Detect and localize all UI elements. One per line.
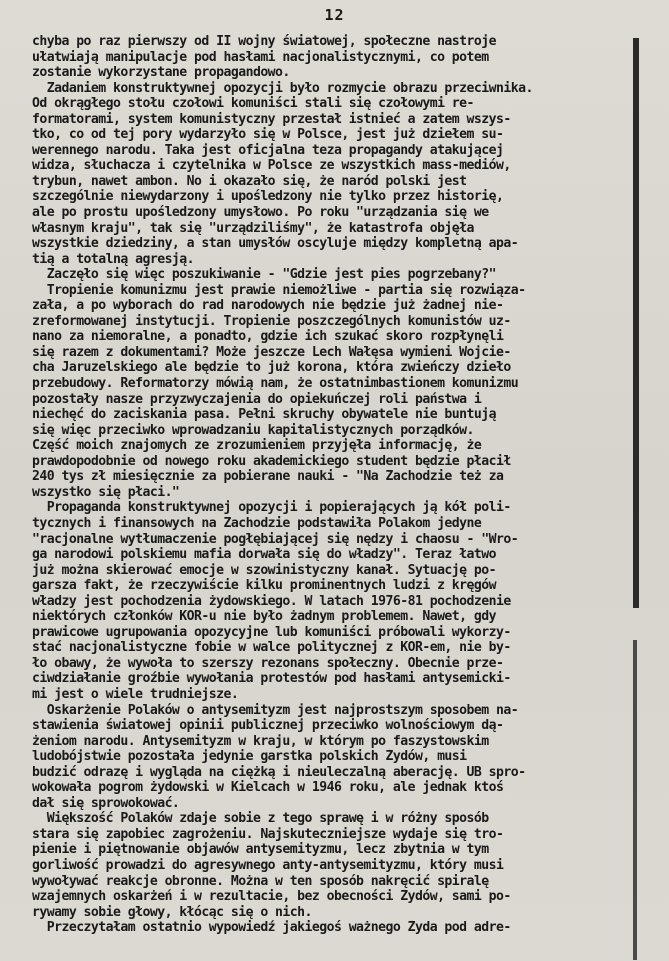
text-line: się razem z dokumentami? Może jeszcze Lech Wałęsa wymieni Wojcie- — [32, 344, 511, 360]
margin-line-lower — [633, 640, 637, 960]
text-line: mi jest o wiele trudniejsze. — [32, 686, 239, 702]
text-line: się więc przeciwko wprowadzaniu kapitalistycznych porządków. — [32, 422, 474, 438]
text-line: zała, a po wyborach do rad narodowych nie będzie już żadnej nie- — [32, 298, 504, 314]
page-number: 12 — [324, 6, 345, 24]
text-line: własnym kraju", tak się "urządziliśmy", że katastrofa objęła — [32, 220, 474, 236]
text-line: żeniom narodu. Antysemityzm w kraju, w którym po faszystowskim — [32, 733, 489, 749]
text-line: rywamy sobie głowy, kłócąc się o nich. — [32, 904, 312, 920]
text-line: prawdopodobnie od nowego roku akademickiego student będzie płacił — [32, 453, 511, 469]
text-line: Przeczytałam ostatnio wypowiedź jakiegoś ważnego Żyda pod adre- — [32, 920, 511, 936]
text-line: nano za niemoralne, a ponadto, gdzie ich szukać skoro rozpłynęli — [32, 329, 504, 345]
text-line: ludobójstwie pozostała jedynie garstka polskich Żydów, musi — [32, 749, 467, 765]
text-line: pienie i piętnowanie objawów antysemityzmu, lecz zbytnia w tym — [32, 842, 489, 858]
text-line: tko, co od tej pory wydarzyło się w Polsce, jest już dziełem su- — [32, 127, 504, 143]
text-line: ga narodowi polskiemu mafia dorwała się do władzy". Teraz łatwo — [32, 547, 496, 563]
text-line: ale po prostu upośledzony umysłowo. Po roku "urządzania się we — [32, 205, 489, 221]
text-line: prawicowe ugrupowania opozycyjne lub komuniści próbowali wykorzy- — [32, 624, 511, 640]
text-line: niektórych członków KOR-u nie było żadnym problemem. Nawet, gdy — [32, 609, 496, 625]
text-line: garsza fakt, że rzeczywiście kilku prominentnych ludzi z kręgów — [32, 578, 496, 594]
document-body-text — [32, 34, 632, 936]
text-line: Zaczęło się więc poszukiwanie - "Gdzie jest pies pogrzebany?" — [32, 267, 496, 283]
text-line: budzić odrazę i wygląda na ciężką i nieuleczalną aberację. UB spro- — [32, 764, 526, 780]
text-line: zreformowanej instytucji. Tropienie poszczególnych komunistów uz- — [32, 313, 511, 329]
text-line: ułatwiają manipulacje pod hasłami nacjonalistycznymi, co potem — [32, 49, 489, 65]
text-line: stać nacjonalistyczne fobie w walce politycznej z KOR-em, nie by- — [32, 640, 511, 656]
text-line: chyba po raz pierwszy od II wojny światowej, społeczne nastroje — [32, 34, 496, 49]
text-line: ciwdziałanie groźbie wywołania protestów pod hasłami antysemicki- — [32, 671, 511, 687]
text-line: 240 tys zł miesięcznie za pobierane nauki - "Na Zachodzie też za — [32, 469, 504, 485]
text-line: stawienia światowej opinii publicznej przeciwko wolnościowym dą- — [32, 718, 504, 734]
text-line: widza, słuchacza i czytelnika w Polsce ze wszystkich mass-mediów, — [32, 158, 511, 174]
text-line: werennego narodu. Taka jest oficjalna teza propagandy atakującej — [32, 142, 504, 158]
text-line: Oskarżenie Polaków o antysemityzm jest najprostszym sposobem na- — [32, 702, 519, 718]
text-line: wszystkie dziedziny, a stan umysłów oscyluje między kompletną apa- — [32, 236, 519, 252]
text-line: tią a totalną agresją. — [32, 251, 195, 267]
text-line: gorliwość prowadzi do agresywnego anty-antysemityzmu, który musi — [32, 857, 504, 873]
text-line: władzy jest pochodzenia żydowskiego. W latach 1976-81 pochodzenie — [32, 593, 511, 609]
text-line: wzajemnych oskarżeń i w rezultacie, bez obecności Żydów, sami po- — [32, 889, 511, 905]
text-line: Od okrągłego stołu czołowi komuniści stali się czołowymi re- — [32, 96, 474, 112]
text-line: cha Jaruzelskiego ale będzie to już korona, która zwieńczy dzieło — [32, 360, 511, 376]
margin-line — [633, 38, 639, 608]
text-line: już można skierować emocje w szowinistyczny kanał. Sytuację po- — [32, 562, 496, 578]
text-line: Tropienie komunizmu jest prawie niemożliwe - partia się rozwiąza- — [32, 282, 526, 298]
text-line: Większość Polaków zdaje sobie z tego sprawę i w różny sposób — [32, 811, 489, 827]
text-line: zostanie wykorzystane propagandowo. — [32, 65, 290, 81]
text-line: wywoływać reakcje obronne. Można w ten sposób nakręcić spiralę — [32, 873, 489, 889]
text-line: "racjonalne wytłumaczenie pogłębiającej się nędzy i chaosu - "Wro- — [32, 531, 519, 547]
text-line: wokowała pogrom żydowski w Kielcach w 1946 roku, ale jednak ktoś — [32, 780, 504, 796]
text-line: ło obawy, że wywoła to szerszy rezonans społeczny. Obecnie prze- — [32, 655, 504, 671]
text-line: pozostały nasze przyzwyczajenia do opiekuńczej roli państwa i — [32, 391, 482, 407]
text-line: wszystko się płaci." — [32, 484, 180, 500]
text-line: trybun, nawet ambon. No i okazało się, że naród polski jest — [32, 173, 467, 189]
text-line: Zadaniem konstruktywnej opozycji było rozmycie obrazu przeciwnika. — [32, 80, 533, 96]
text-line: Propaganda konstruktywnej opozycji i popierających ją kół poli- — [32, 500, 511, 516]
text-line: tycznych i finansowych na Zachodzie podstawiła Polakom jedyne — [32, 515, 482, 531]
text-line: stara się zapobiec zagrożeniu. Najskuteczniejsze wydaje się tro- — [32, 826, 504, 842]
text-line: szczególnie niewydarzony i upośledzony nie tylko przez historię, — [32, 189, 504, 205]
text-line: dał się sprowokować. — [32, 795, 180, 811]
text-line: formatorami, system komunistyczny przestał istnieć a zatem wszys- — [32, 111, 511, 127]
text-line: niechęć do zaciskania pasa. Pełni skruchy obywatele nie buntują — [32, 407, 496, 423]
text-line: Część moich znajomych ze zrozumieniem przyjęła informację, że — [32, 438, 482, 454]
text-line: przebudowy. Reformatorzy mówią nam, że ostatnimbastionem komunizmu — [32, 376, 519, 392]
